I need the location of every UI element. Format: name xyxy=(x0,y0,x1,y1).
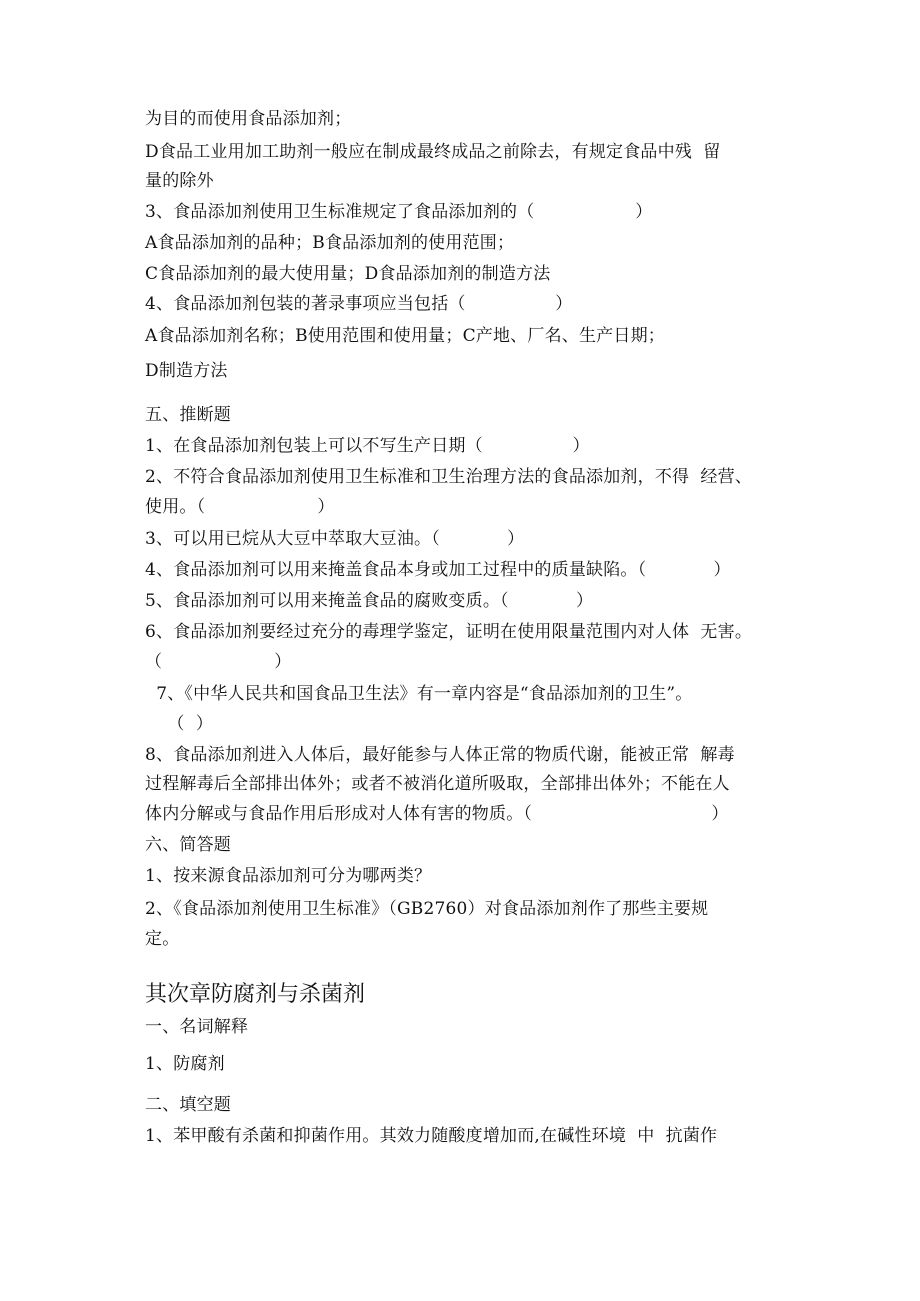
section-heading: 六、简答题 xyxy=(145,835,231,855)
question-line: 1、按来源食品添加剂可分为哪两类？ xyxy=(145,866,432,886)
question-line: 6、食品添加剂要经过充分的毒理学鉴定，证明在使用限量范围内对人体 无害。 xyxy=(145,622,753,642)
text-line: 定。 xyxy=(145,929,180,949)
question-line: 2、《食品添加剂使用卫生标准》（GB2760）对食品添加剂作了那些主要规 xyxy=(145,899,709,919)
text-line: （ ） xyxy=(145,652,292,672)
option-line: C食品添加剂的最大使用量；D食品添加剂的制造方法 xyxy=(145,264,551,284)
question-line: 7、《中华人民共和国食品卫生法》有一章内容是“食品添加剂的卫生”。 xyxy=(145,684,693,704)
section-heading: 一、名词解释 xyxy=(145,1017,249,1037)
chapter-title: 其次章防腐剂与杀菌剂 xyxy=(145,982,366,1007)
option-line: D制造方法 xyxy=(145,361,228,381)
text-line: 为目的而使用食品添加剂； xyxy=(145,109,352,129)
question-line: 4、食品添加剂可以用来掩盖食品本身或加工过程中的质量缺陷。（ ） xyxy=(145,560,731,580)
option-line: A食品添加剂的品种；B食品添加剂的使用范围； xyxy=(145,233,515,253)
option-line: A食品添加剂名称；B使用范围和使用量；C产地、厂名、生产日期； xyxy=(145,326,665,346)
text-line: （ ） xyxy=(145,714,214,734)
question-line: 5、食品添加剂可以用来掩盖食品的腐败变质。（ ） xyxy=(145,591,594,611)
question-line: 2、不符合食品添加剂使用卫生标准和卫生治理方法的食品添加剂，不得 经营、 xyxy=(145,467,753,487)
text-line: 过程解毒后全部排出体外；或者不被消化道所吸取，全部排出体外；不能在人 xyxy=(145,774,730,794)
section-heading: 二、填空题 xyxy=(145,1095,231,1115)
section-heading: 五、推断题 xyxy=(145,405,231,425)
question-line: 1、在食品添加剂包装上可以不写生产日期（ ） xyxy=(145,436,590,456)
text-line: 使用。（ ） xyxy=(145,497,335,517)
text-line: 量的除外 xyxy=(145,171,214,191)
question-line: 1、苯甲酸有杀菌和抑菌作用。其效力随酸度增加而,在碱性环境 中 抗菌作 xyxy=(145,1126,718,1146)
question-line: 1、防腐剂 xyxy=(145,1054,225,1074)
text-line: 体内分解或与食品作用后形成对人体有害的物质。（ ） xyxy=(145,804,729,824)
question-line: 8、食品添加剂进入人体后，最好能参与人体正常的物质代谢，能被正常 解毒 xyxy=(145,745,735,765)
question-3: 3、食品添加剂使用卫生标准规定了食品添加剂的（ ） xyxy=(145,202,653,222)
text-line: D食品工业用加工助剂一般应在制成最终成品之前除去，有规定食品中残 留 xyxy=(145,142,721,162)
question-4: 4、食品添加剂包装的著录事项应当包括（ ） xyxy=(145,294,573,314)
question-line: 3、可以用已烷从大豆中萃取大豆油。（ ） xyxy=(145,529,525,549)
